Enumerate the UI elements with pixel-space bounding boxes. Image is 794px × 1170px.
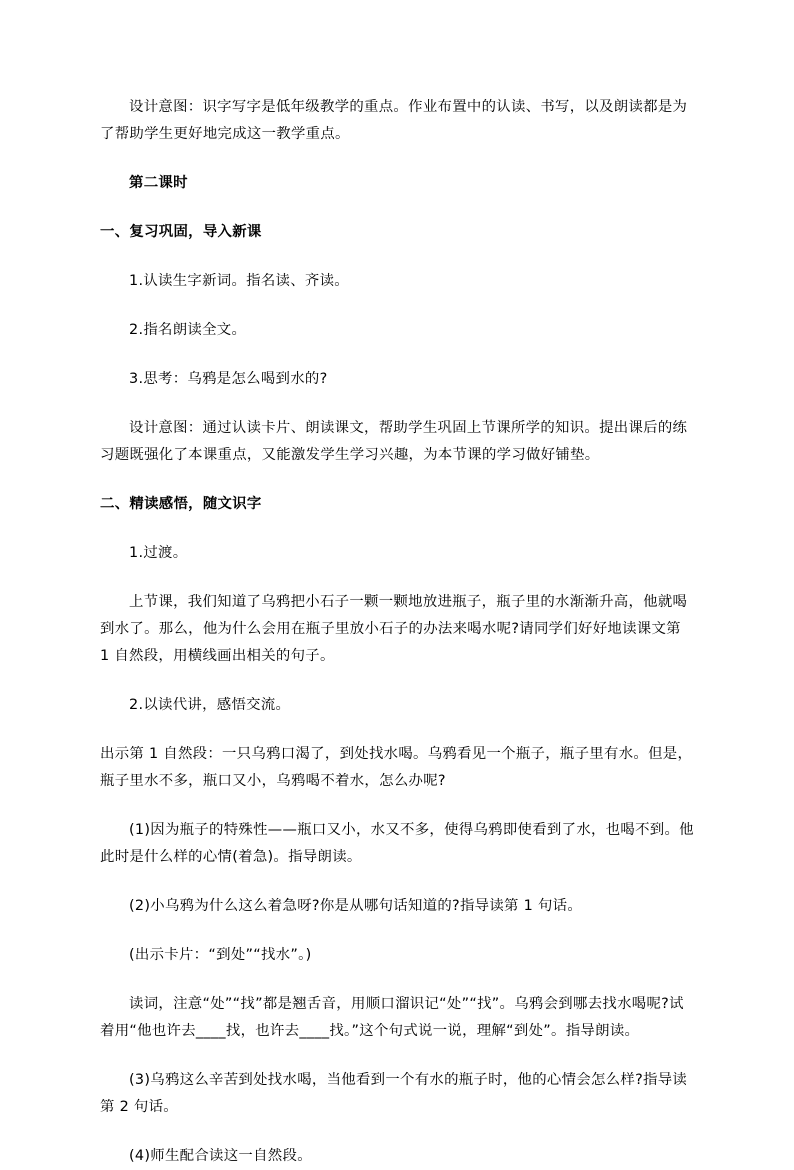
design-intent-paragraph-2: 设计意图：通过认读卡片、朗读课文，帮助学生巩固上节课所学的知识。提出课后的练习题既强化了本课重点，又能激发学生学习兴趣，为本节课的学习做好铺垫。: [100, 420, 688, 463]
section-2-item-1: 1.过渡。: [129, 545, 188, 561]
section-1-heading: 一、复习巩固，导入新课: [100, 224, 262, 240]
card-note: (出示卡片：“到处”“找水”。): [129, 947, 312, 963]
transition-paragraph: 上节课，我们知道了乌鸦把小石子一颗一颗地放进瓶子，瓶子里的水渐渐升高，他就喝到水了。那么，他为什么会用在瓶子里放小石子的办法来喝水呢?请同学们好好地读课文第 1 自然段，用横线画出相关的句子。: [100, 594, 688, 664]
sub-item-2: (2)小乌鸦为什么这么着急呀?你是从哪句话知道的?指导读第 1 句话。: [129, 898, 583, 914]
show-paragraph-1: 出示第 1 自然段：一只乌鸦口渴了，到处找水喝。乌鸦看见一个瓶子，瓶子里有水。但是，瓶子里水不多，瓶口又小，乌鸦喝不着水，怎么办呢?: [100, 746, 693, 789]
word-reading-paragraph: 读词，注意“处”“找”都是翘舌音，用顺口溜识记“处”“找”。乌鸦会到哪去找水喝呢?试着用“他也许去____找，也许去____找。”这个句式说一说，理解“到处”。指导朗读。: [100, 996, 684, 1039]
sub-item-3: (3)乌鸦这么辛苦到处找水喝，当他看到一个有水的瓶子时，他的心情会怎么样?指导读第 2 句话。: [100, 1072, 688, 1115]
section-2-item-2: 2.以读代讲，感悟交流。: [129, 697, 291, 713]
document-page: [100, 94, 695, 1170]
sub-item-1: (1)因为瓶子的特殊性——瓶口又小，水又不多，使得乌鸦即使看到了水，也喝不到。他此时是什么样的心情(着急)。指导朗读。: [100, 822, 694, 865]
design-intent-paragraph-1: 设计意图：识字写字是低年级教学的重点。作业布置中的认读、书写，以及朗读都是为了帮助学生更好地完成这一教学重点。: [100, 99, 688, 142]
section-2-heading: 二、精读感悟，随文识字: [100, 496, 262, 512]
section-1-item-3: 3.思考：乌鸦是怎么喝到水的?: [129, 371, 328, 387]
section-1-item-2: 2.指名朗读全文。: [129, 322, 247, 338]
section-1-item-1: 1.认读生字新词。指名读、齐读。: [129, 273, 349, 289]
sub-item-4: (4)师生配合读这一自然段。: [129, 1148, 312, 1164]
lesson-2-heading: 第二课时: [129, 175, 188, 191]
